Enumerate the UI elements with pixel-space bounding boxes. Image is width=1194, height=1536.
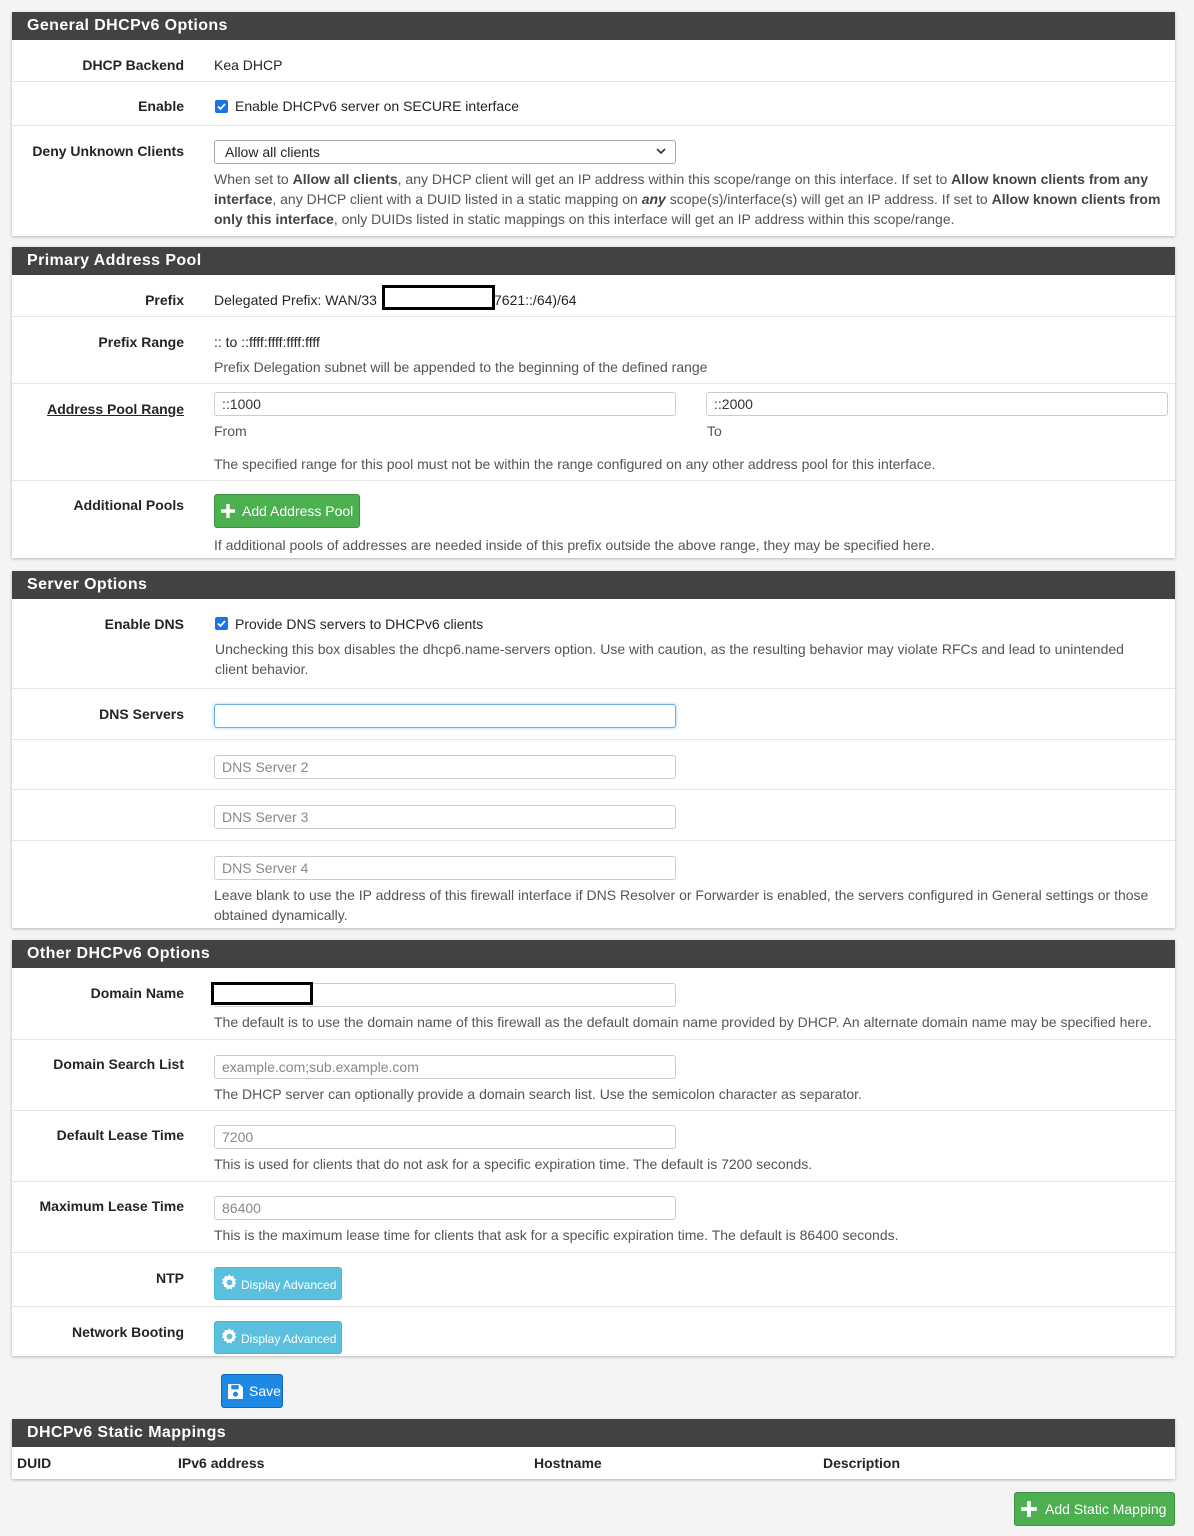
save-button[interactable] — [221, 1374, 283, 1408]
other-options-panel — [12, 940, 1175, 1356]
domain-name-label: Domain Name — [90, 985, 184, 1001]
netboot-display-advanced-button[interactable] — [214, 1321, 342, 1354]
enable-text: Enable DHCPv6 server on SECURE interface — [235, 98, 520, 114]
range-to-caption: To — [707, 423, 722, 439]
enable-row — [12, 82, 1175, 126]
enable-dns-help: Unchecking this box disables the dhcp6.name-servers option. Use with caution, as the resulting behavior may violate RFCs and lead to unintended client behavior. — [215, 641, 1124, 677]
panel-heading: DHCPv6 Static Mappings — [12, 1419, 1175, 1447]
enable-dns-text: Provide DNS servers to DHCPv6 clients — [235, 616, 484, 632]
column-header-hostname[interactable]: Hostname — [534, 1455, 602, 1471]
help-text: , only DUIDs listed in static mappings on this interface will get an IP address within this scope/range. — [333, 211, 955, 227]
default-lease-input[interactable] — [214, 1125, 676, 1149]
check-icon — [216, 618, 227, 629]
help-bold: Allow known clients from any interface — [214, 171, 1148, 207]
plus-icon — [1020, 1500, 1038, 1518]
general-options-panel — [12, 12, 1175, 236]
plus-icon — [220, 503, 236, 519]
dns-servers-help: Leave blank to use the IP address of this firewall interface if DNS Resolver or Forwarder is enabled, the servers configured in General settings or those obtained dynamically. — [214, 887, 1149, 923]
chevron-down-icon — [655, 145, 667, 157]
panel-heading: General DHCPv6 Options — [12, 12, 1175, 40]
add-static-mapping-label: Add Static Mapping — [1045, 1501, 1167, 1517]
enable-dns-label: Enable DNS — [104, 616, 184, 632]
domain-name-row — [12, 968, 1175, 1040]
static-mappings-panel — [12, 1419, 1175, 1479]
deny-unknown-selected: Allow all clients — [225, 144, 320, 160]
enable-checkbox[interactable] — [215, 100, 228, 113]
network-booting-row — [12, 1307, 1175, 1360]
column-header-ipv6[interactable]: IPv6 address — [178, 1455, 265, 1471]
gear-icon — [221, 1274, 238, 1291]
panel-heading: Primary Address Pool — [12, 247, 1175, 275]
range-to-input[interactable] — [706, 392, 1168, 416]
default-lease-row — [12, 1111, 1175, 1182]
prefix-value-start: Delegated Prefix: WAN/33 — [214, 292, 377, 308]
prefix-row — [12, 275, 1175, 317]
dns-server-3-row — [12, 790, 1175, 841]
deny-unknown-select[interactable] — [214, 140, 676, 164]
dns-servers-label: DNS Servers — [99, 706, 184, 722]
gear-icon — [221, 1328, 238, 1345]
dns-server-1-row — [12, 689, 1175, 740]
save-icon — [227, 1383, 244, 1400]
enable-label: Enable — [138, 98, 184, 114]
default-lease-help: This is used for clients that do not ask for a specific expiration time. The default is 7200 seconds. — [214, 1156, 813, 1172]
help-bold: Allow all clients — [292, 171, 398, 187]
domain-name-help: The default is to use the domain name of this firewall as the default domain name provided by DHCP. An alternate domain name may be specified here. — [214, 1014, 1152, 1030]
add-static-mapping-button[interactable] — [1014, 1492, 1175, 1526]
help-bold: Allow known clients from only this interface — [214, 191, 1161, 227]
save-label: Save — [249, 1383, 281, 1399]
enable-dns-row — [12, 599, 1175, 689]
max-lease-row — [12, 1182, 1175, 1253]
additional-pools-label: Additional Pools — [73, 497, 184, 513]
help-text: scope(s)/interface(s) will get an IP address. If set to — [665, 191, 992, 207]
panel-heading: Server Options — [12, 571, 1175, 599]
column-header-description[interactable]: Description — [823, 1455, 901, 1471]
dns-server-4-row — [12, 841, 1175, 931]
add-address-pool-label: Add Address Pool — [242, 503, 354, 519]
max-lease-label: Maximum Lease Time — [39, 1198, 184, 1214]
range-from-input[interactable] — [214, 392, 676, 416]
deny-unknown-help — [214, 169, 1169, 229]
redaction-box — [211, 982, 313, 1005]
ntp-display-advanced-button[interactable] — [214, 1267, 342, 1300]
help-text: , any DHCP client will get an IP address within this scope/range on this interface. If set to — [397, 171, 952, 187]
dns-server-1-input[interactable] — [214, 704, 676, 728]
domain-search-label: Domain Search List — [53, 1056, 184, 1072]
additional-pools-help: If additional pools of addresses are needed inside of this prefix outside the above range, they may be specified here. — [214, 537, 935, 553]
dhcp-backend-label: DHCP Backend — [82, 57, 184, 73]
prefix-label: Prefix — [145, 292, 184, 308]
max-lease-help: This is the maximum lease time for clients that ask for a specific expiration time. The default is 86400 seconds. — [214, 1227, 899, 1243]
prefix-range-help: Prefix Delegation subnet will be appended to the beginning of the defined range — [214, 359, 708, 375]
additional-pools-row — [12, 481, 1175, 559]
default-lease-label: Default Lease Time — [56, 1127, 184, 1143]
prefix-value-end: 7621::/64)/64 — [494, 292, 577, 308]
server-options-panel — [12, 571, 1175, 928]
deny-unknown-row — [12, 126, 1175, 236]
dns-server-2-row — [12, 740, 1175, 790]
help-text: , any DHCP client with a DUID listed in a static mapping on — [272, 191, 642, 207]
ntp-row — [12, 1253, 1175, 1307]
prefix-range-label: Prefix Range — [98, 334, 184, 350]
domain-search-input[interactable] — [214, 1055, 676, 1079]
deny-unknown-label: Deny Unknown Clients — [32, 143, 184, 159]
prefix-range-row — [12, 317, 1175, 384]
redaction-box — [382, 285, 495, 310]
ntp-label: NTP — [156, 1270, 184, 1286]
enable-dns-checkbox[interactable] — [215, 617, 228, 630]
dns-server-3-input[interactable] — [214, 805, 676, 829]
prefix-range-value: :: to ::ffff:ffff:ffff:ffff — [214, 334, 320, 350]
network-booting-label: Network Booting — [72, 1324, 184, 1340]
address-pool-range-row — [12, 384, 1175, 481]
add-address-pool-button[interactable] — [214, 494, 360, 528]
range-from-caption: From — [214, 423, 247, 439]
primary-address-pool-panel — [12, 247, 1175, 558]
column-header-duid[interactable]: DUID — [17, 1455, 52, 1471]
max-lease-input[interactable] — [214, 1196, 676, 1220]
check-icon — [216, 101, 227, 112]
dns-server-4-input[interactable] — [214, 856, 676, 880]
netboot-display-advanced-label: Display Advanced — [241, 1332, 337, 1346]
address-pool-range-label[interactable]: Address Pool Range — [47, 401, 184, 417]
dns-server-2-input[interactable] — [214, 755, 676, 779]
domain-search-help: The DHCP server can optionally provide a domain search list. Use the semicolon character as separator. — [214, 1086, 862, 1102]
domain-search-row — [12, 1040, 1175, 1111]
panel-heading: Other DHCPv6 Options — [12, 940, 1175, 968]
dhcp-backend-value: Kea DHCP — [214, 57, 283, 73]
mappings-table-header — [12, 1447, 1175, 1479]
help-bold-italic: any — [641, 191, 666, 207]
dhcp-backend-row — [12, 40, 1175, 82]
address-pool-range-help: The specified range for this pool must not be within the range configured on any other address pool for this interface. — [214, 456, 936, 472]
help-text: When set to — [214, 171, 293, 187]
ntp-display-advanced-label: Display Advanced — [241, 1278, 337, 1292]
